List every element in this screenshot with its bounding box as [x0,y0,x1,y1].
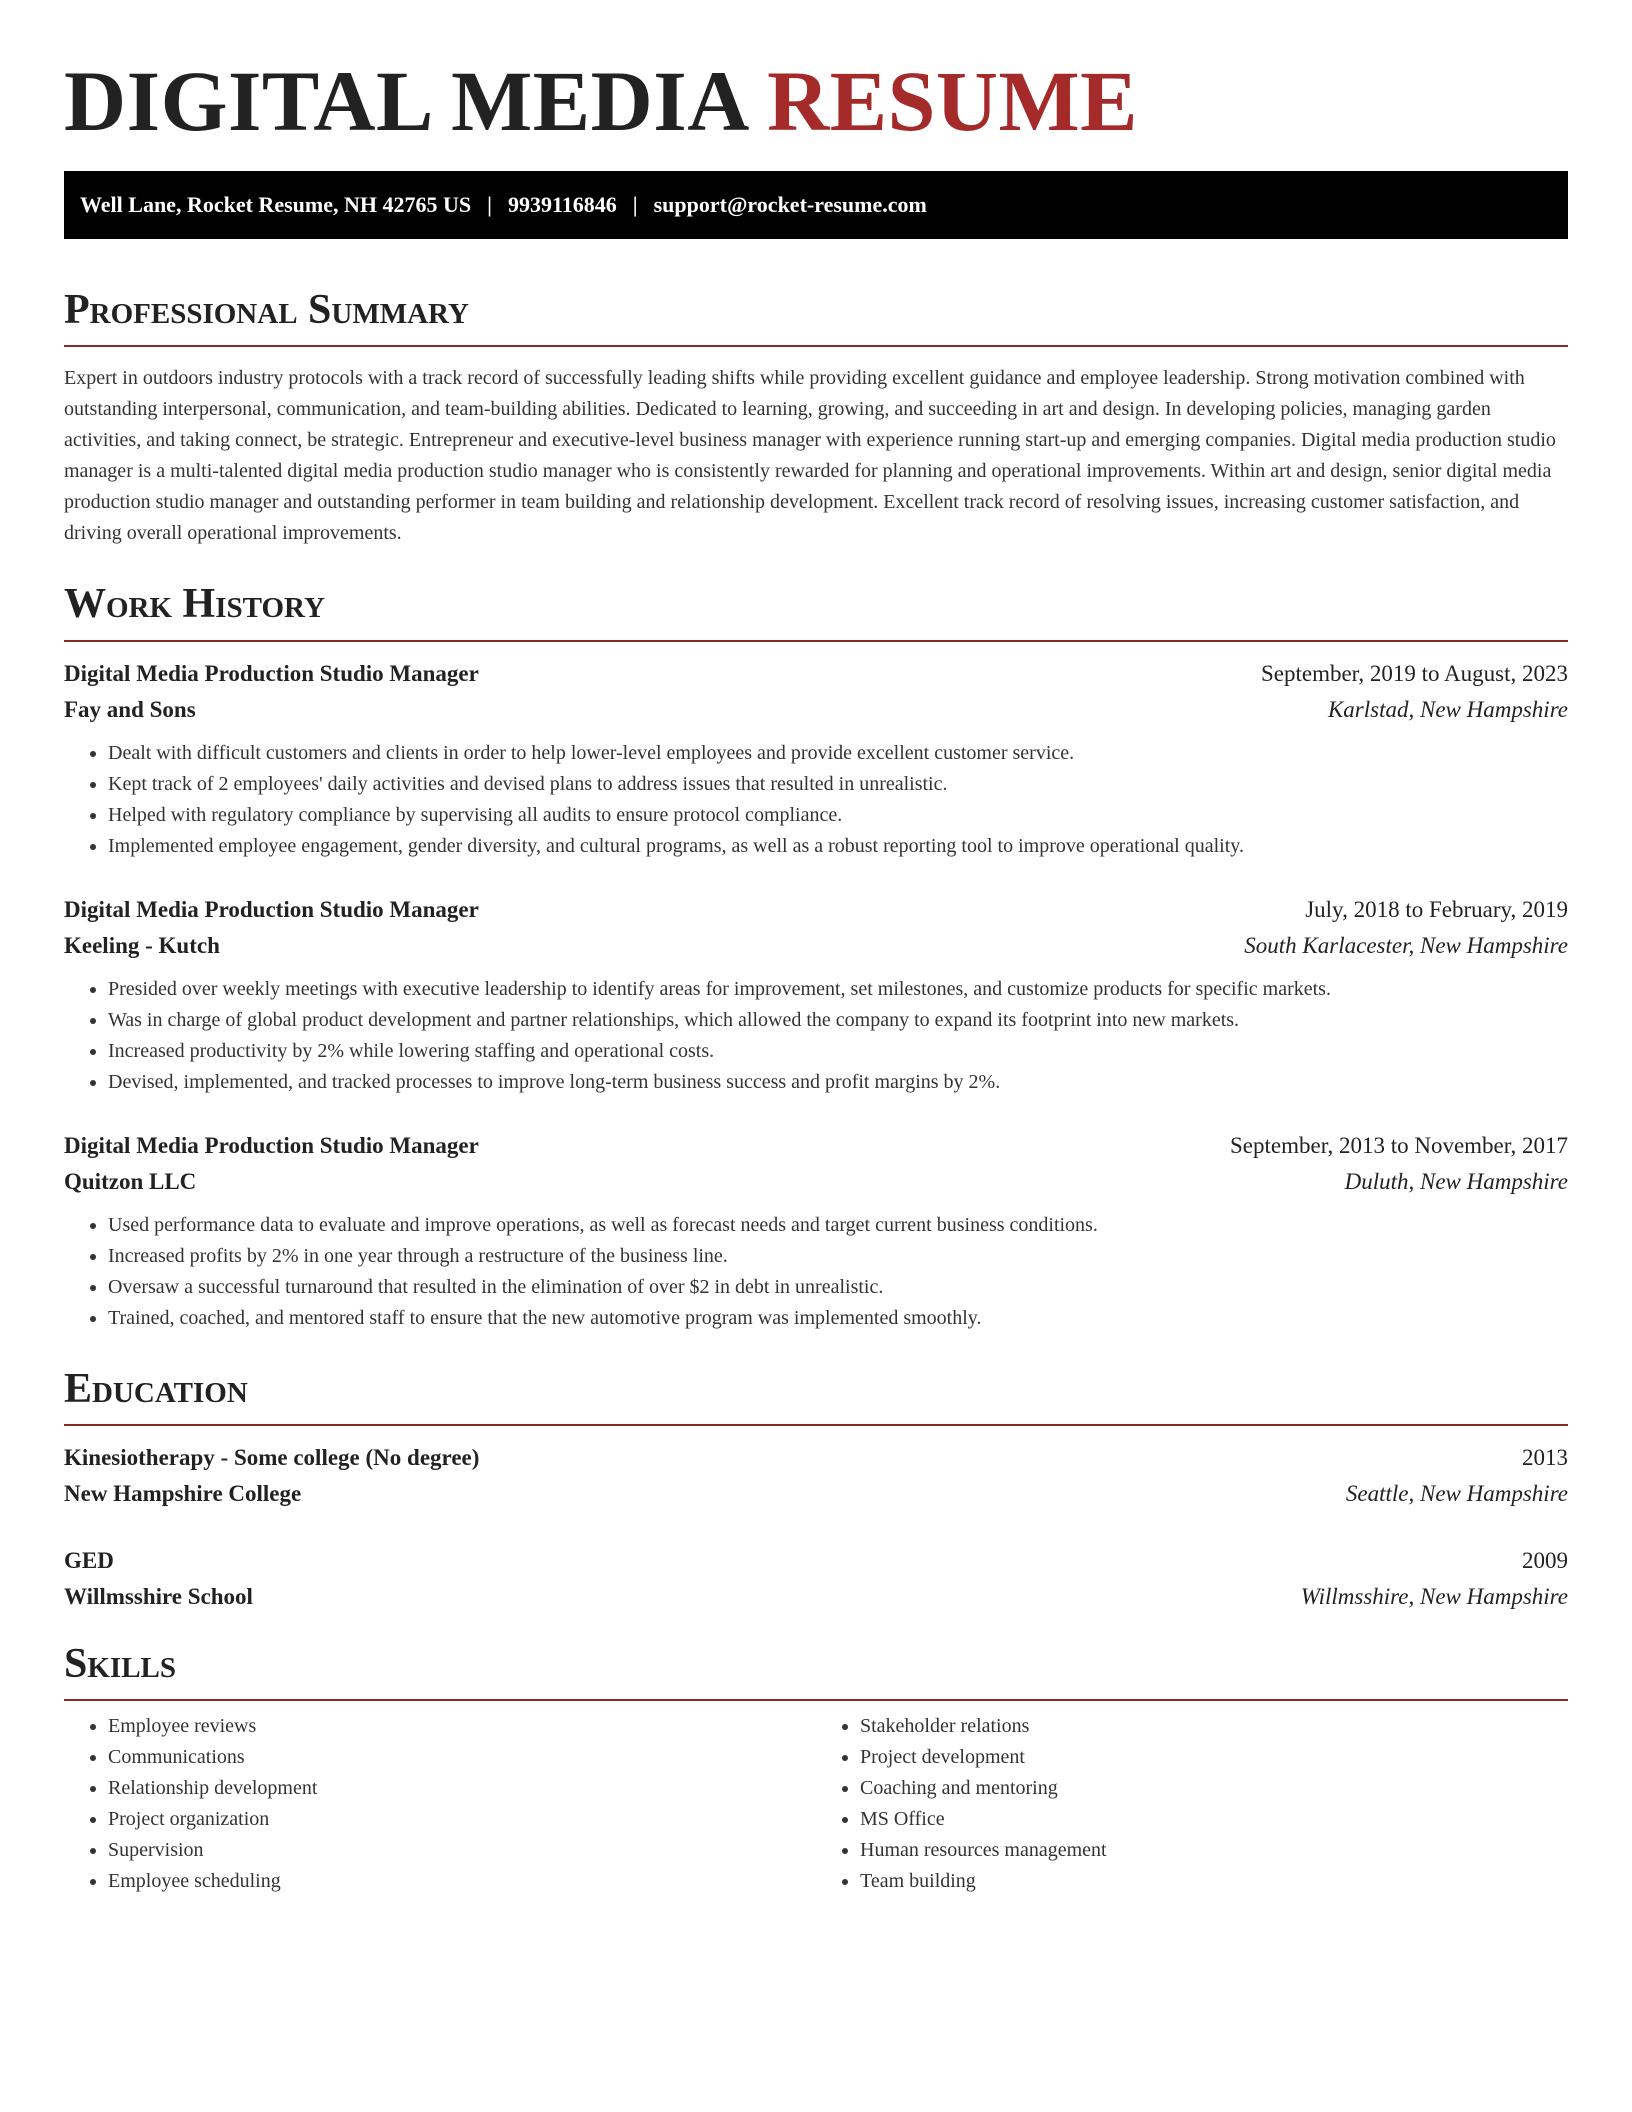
job-bullet: • Presided over weekly meetings with executive leadership to identify areas for improvement, set milestones, and customize products for specific markets. [108,974,1568,1005]
resume-title [64,52,1568,151]
skill-item: • Employee scheduling [108,1866,816,1897]
skill-item: • Employee reviews [108,1711,816,1742]
job-title: Digital Media Production Studio Manager [64,896,479,922]
skills-heading: Skills [64,1641,177,1688]
contact-email: support@rocket-resume.com [653,191,927,217]
summary-section [64,285,1568,549]
job-title: Digital Media Production Studio Manager [64,1132,479,1158]
education-year: 2013 [1522,1445,1568,1471]
summary-heading: Professional Summary [64,286,469,333]
job-bullet: • Implemented employee engagement, gender diversity, and cultural programs, as well as a robust reporting tool to improve operational quality. [108,831,1568,862]
job-location: Duluth, New Hampshire [1344,1168,1568,1194]
skills-list-right [816,1711,1568,1897]
skill-item: • Supervision [108,1835,816,1866]
education-degree-row [64,1440,1568,1476]
job-bullet: • Oversaw a successful turnaround that resulted in the elimination of over $2 in debt in unrealistic. [108,1272,1568,1303]
skill-item: • MS Office [860,1804,1568,1835]
job-bullet: • Dealt with difficult customers and clients in order to help lower-level employees and provide excellent customer service. [108,738,1568,769]
skill-item: • Team building [860,1866,1568,1897]
job-bullet: • Used performance data to evaluate and improve operations, as well as forecast needs and target current business conditions. [108,1210,1568,1241]
education-school-row [64,1579,1568,1615]
job-entry [64,1128,1568,1334]
education-section [64,1364,1568,1615]
skill-item: • Relationship development [108,1773,816,1804]
education-school: New Hampshire College [64,1481,302,1507]
education-location: Willmsshire, New Hampshire [1300,1584,1568,1610]
summary-text: Expert in outdoors industry protocols with a track record of successfully leading shifts while providing excellent guidance and employee leadership. Strong motivation combined with outstanding interpersonal, communication, and team-building abilities. Dedicated to learning, growing, and succeeding in art and design. In developing policies, managing garden activities, and taking connect, be strategic. Entrepreneur and executive-level business manager with experience running start-up and emerging companies. Digital media production studio manager is a multi-talented digital media production studio manager who is consistently rewarded for planning and operational improvements. Within art and design, senior digital media production studio manager and outstanding performer in team building and relationship development. Excellent track record of resolving issues, increasing customer satisfaction, and driving overall operational improvements. [64,367,1556,545]
job-bullet: • Increased productivity by 2% while lowering staffing and operational costs. [108,1036,1568,1067]
title-accent: RESUME [767,53,1139,149]
job-company: Keeling - Kutch [64,932,220,958]
job-location: Karlstad, New Hampshire [1327,696,1568,722]
contact-separator: | [487,191,492,217]
contact-phone: 9939116846 [507,191,617,217]
skill-item: • Project development [860,1742,1568,1773]
contact-address: Well Lane, Rocket Resume, NH 42765 US [80,191,472,217]
skills-section [64,1639,1568,1897]
education-school: Willmsshire School [64,1584,253,1610]
skills-list-left [64,1711,816,1897]
skills-columns [64,1711,1568,1897]
education-location: Seattle, New Hampshire [1345,1481,1568,1507]
education-entry [64,1543,1568,1615]
skill-item: • Coaching and mentoring [860,1773,1568,1804]
education-entry [64,1440,1568,1512]
job-bullets [64,1210,1568,1334]
job-bullets [64,974,1568,1098]
job-bullet: • Trained, coached, and mentored staff to ensure that the new automotive program was implemented smoothly. [108,1303,1568,1334]
job-bullet: • Helped with regulatory compliance by supervising all audits to ensure protocol compliance. [108,800,1568,831]
skill-item: • Stakeholder relations [860,1711,1568,1742]
job-entry [64,656,1568,862]
job-title-row [64,892,1568,928]
section-divider [64,345,1568,347]
job-dates: September, 2019 to August, 2023 [1260,660,1568,686]
education-degree: GED [64,1548,114,1574]
job-title-row [64,1128,1568,1164]
job-bullets [64,738,1568,862]
work-history-section [64,579,1568,1333]
job-company: Quitzon LLC [64,1168,197,1194]
job-title-row [64,656,1568,692]
job-bullet: • Devised, implemented, and tracked processes to improve long-term business success and profit margins by 2%. [108,1067,1568,1098]
education-year: 2009 [1522,1548,1568,1574]
contact-separator: | [632,191,638,217]
job-dates: September, 2013 to November, 2017 [1230,1132,1568,1158]
title-main: DIGITAL MEDIA [64,53,746,149]
job-bullet: • Increased profits by 2% in one year through a restructure of the business line. [108,1241,1568,1272]
education-degree: Kinesiotherapy - Some college (No degree) [64,1445,480,1471]
job-company-row [64,1164,1568,1200]
skill-item: • Communications [108,1742,816,1773]
job-company-row [64,928,1568,964]
skill-item: • Project organization [108,1804,816,1835]
section-divider [64,1424,1568,1426]
job-dates: July, 2018 to February, 2019 [1305,896,1568,922]
skill-item: • Human resources management [860,1835,1568,1866]
contact-bar [64,171,1568,239]
section-divider [64,640,1568,642]
job-bullet: • Kept track of 2 employees' daily activities and devised plans to address issues that resulted in unrealistic. [108,769,1568,800]
job-entry [64,892,1568,1098]
job-company: Fay and Sons [64,696,196,722]
education-degree-row [64,1543,1568,1579]
job-bullet: • Was in charge of global product development and partner relationships, which allowed the company to expand its footprint into new markets. [108,1005,1568,1036]
education-school-row [64,1476,1568,1512]
education-heading: Education [64,1365,248,1412]
job-company-row [64,692,1568,728]
job-title: Digital Media Production Studio Manager [64,660,479,686]
section-divider [64,1699,1568,1701]
job-location: South Karlacester, New Hampshire [1244,932,1568,958]
work-history-heading: Work History [64,581,325,628]
